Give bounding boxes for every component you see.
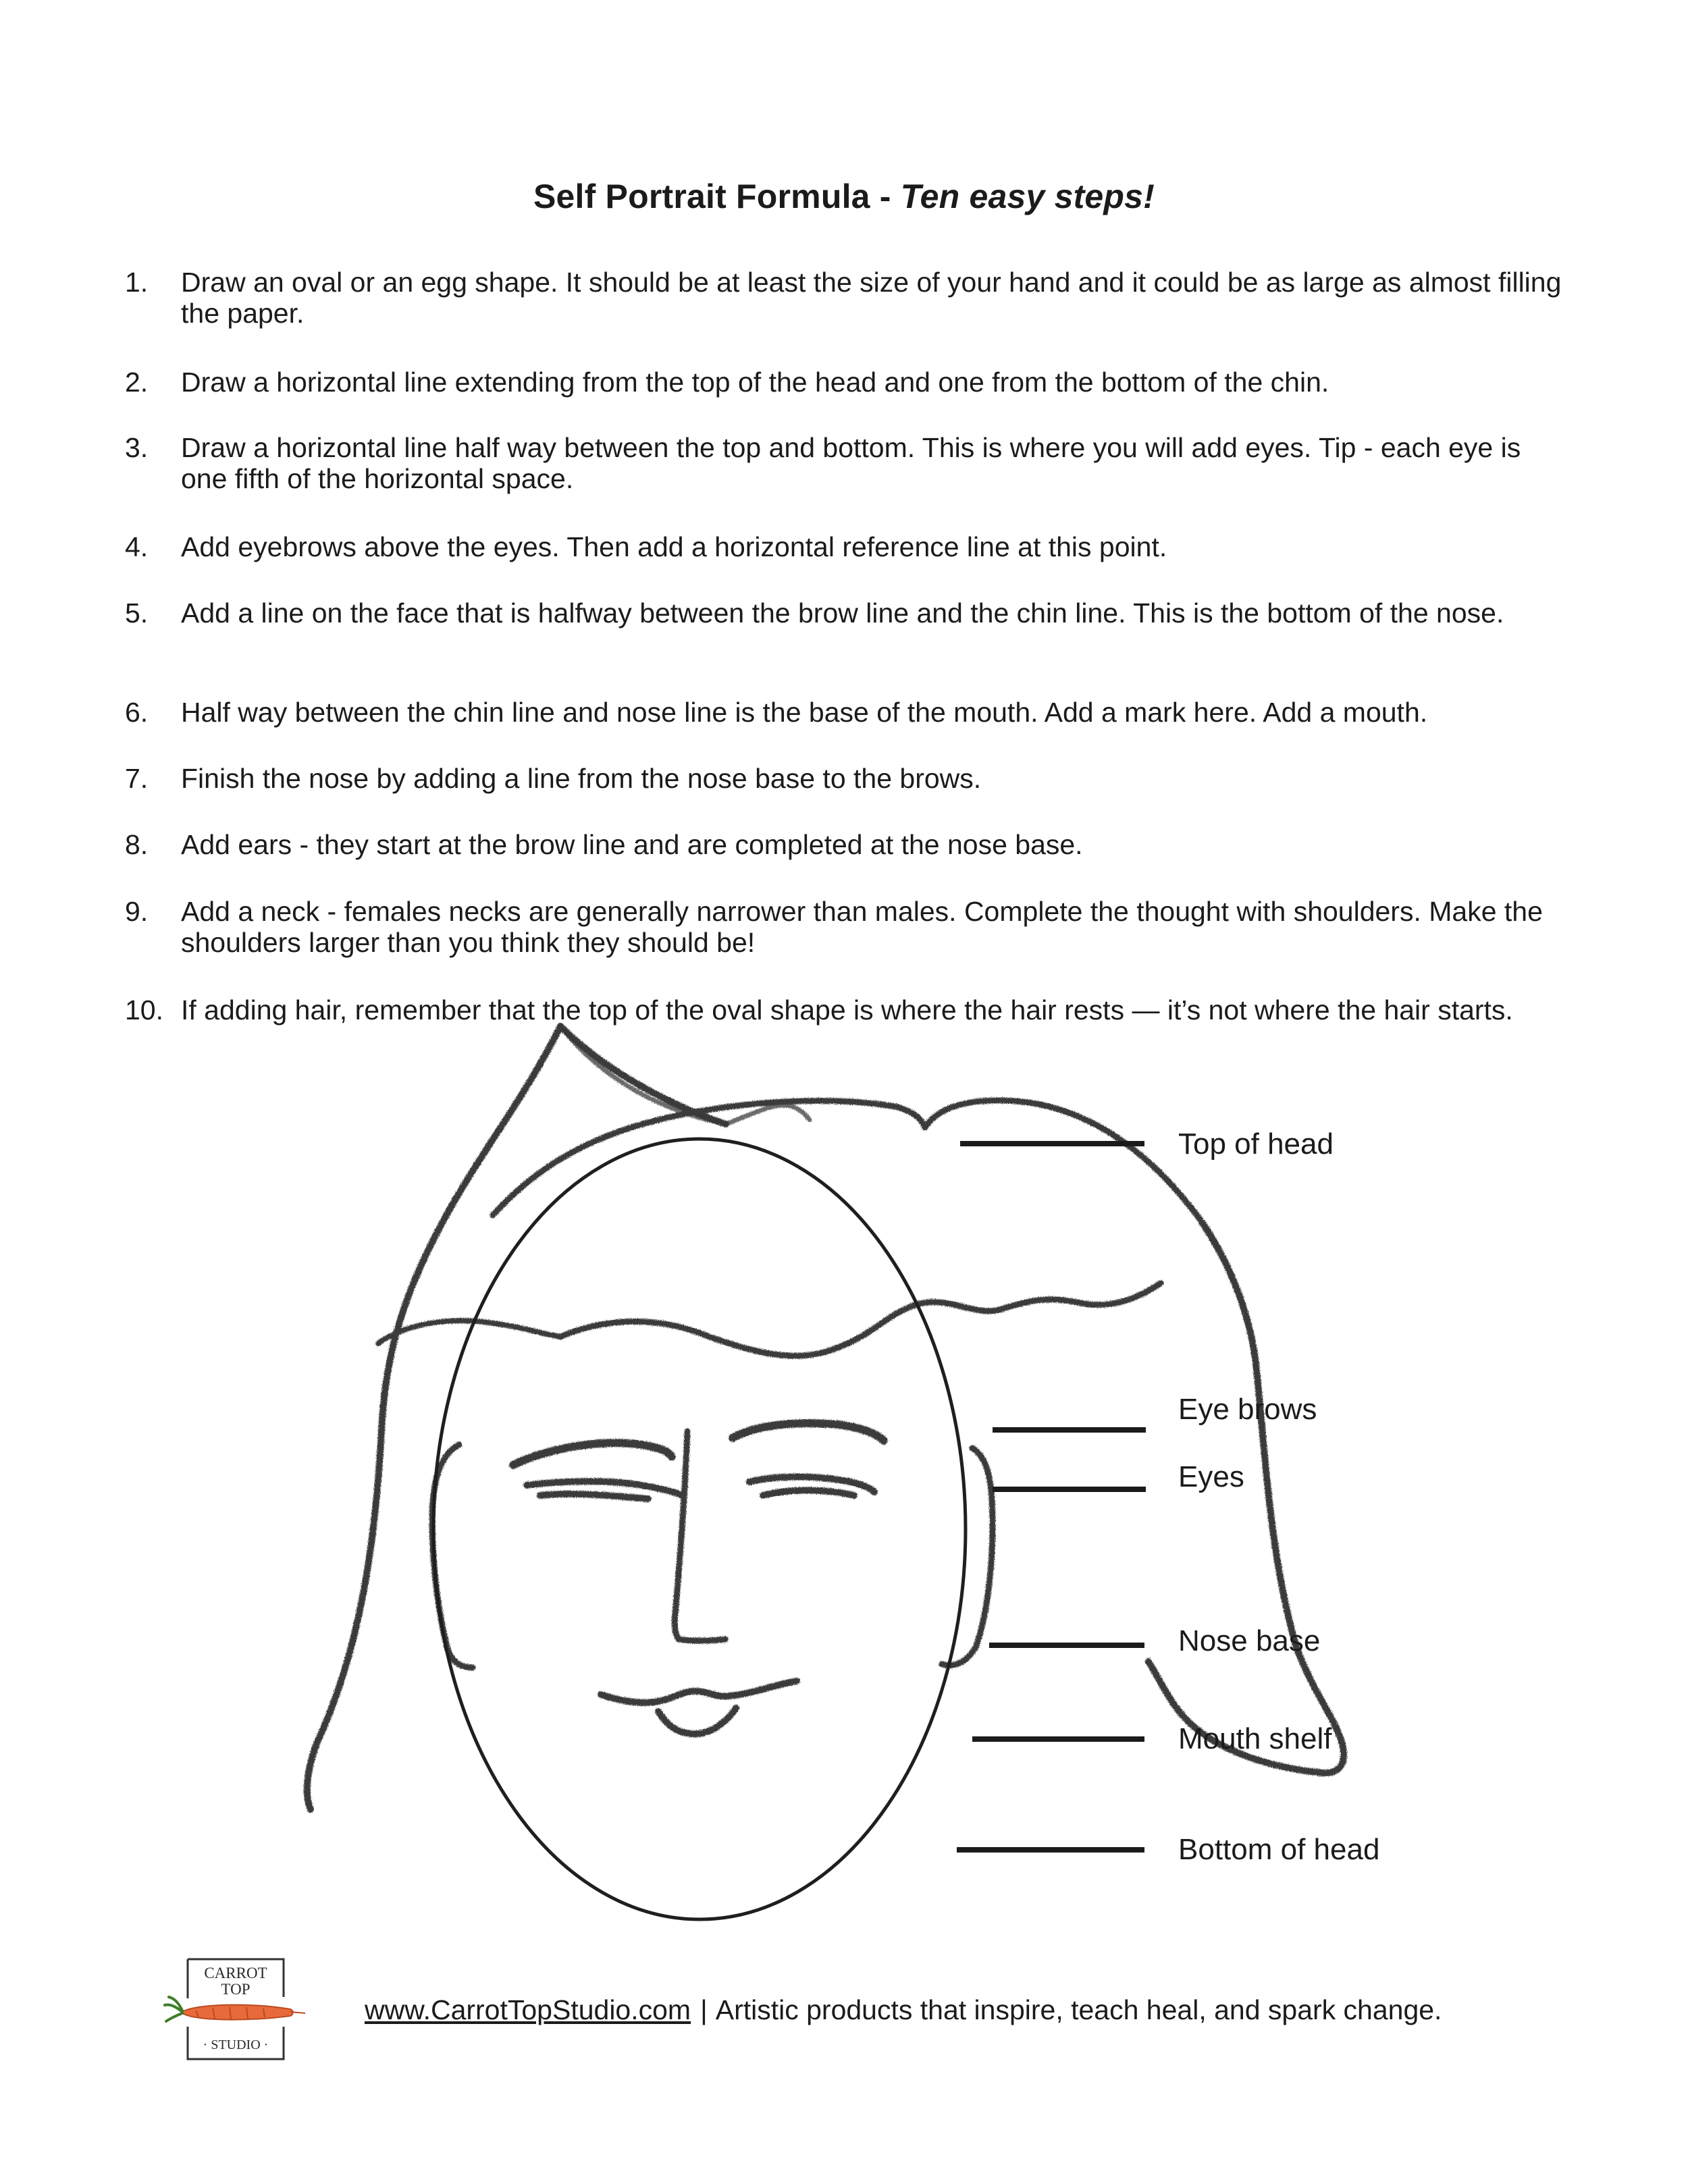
title-italic: Ten easy steps! bbox=[900, 178, 1155, 215]
step-text: Draw an oval or an egg shape. It should be at least the size of your hand and it could be as large as almost filling the paper. bbox=[181, 267, 1562, 329]
footer bbox=[365, 1993, 1442, 2027]
step-text: Add eyebrows above the eyes. Then add a horizontal reference line at this point. bbox=[181, 531, 1167, 562]
left-ear bbox=[432, 1445, 473, 1668]
label-nose-base: Nose base bbox=[1178, 1624, 1321, 1657]
step-text: Add a neck - females necks are generally narrower than males. Complete the thought with shoulders. Make the shoulders larger than you think they should be! bbox=[181, 896, 1543, 958]
step-number: 5. bbox=[125, 597, 149, 629]
step-number: 8. bbox=[125, 829, 149, 860]
step-number: 3. bbox=[125, 432, 149, 463]
label-mouth-shelf: Mouth shelf bbox=[1178, 1722, 1332, 1755]
website-link[interactable]: www.CarrotTopStudio.com bbox=[365, 1994, 691, 2025]
footer-separator: | bbox=[700, 1994, 708, 2025]
label-eye-brows: Eye brows bbox=[1178, 1393, 1317, 1426]
step-number: 7. bbox=[125, 763, 149, 794]
label-bottom-of-head: Bottom of head bbox=[1178, 1833, 1380, 1866]
step-number: 6. bbox=[125, 697, 149, 728]
carrot-top-studio-logo bbox=[155, 1951, 311, 2066]
step-text: Draw a horizontal line extending from the top of the head and one from the bottom of the chin. bbox=[181, 367, 1329, 398]
right-eye bbox=[749, 1477, 874, 1496]
hair-right bbox=[1148, 1222, 1344, 1773]
left-eyebrow bbox=[513, 1443, 672, 1465]
step-number: 10. bbox=[125, 994, 163, 1026]
logo-line-2: TOP bbox=[221, 1981, 250, 1998]
step-text: Half way between the chin line and nose line is the base of the mouth. Add a mark here. Add a mouth. bbox=[181, 697, 1428, 728]
head-oval bbox=[433, 1139, 966, 1919]
step-number: 1. bbox=[125, 267, 149, 298]
label-top-of-head: Top of head bbox=[1178, 1127, 1334, 1161]
right-eyebrow bbox=[733, 1423, 885, 1441]
step-text: Finish the nose by adding a line from the nose base to the brows. bbox=[181, 763, 982, 794]
step-number: 9. bbox=[125, 896, 149, 927]
label-eyes: Eyes bbox=[1178, 1460, 1244, 1493]
footer-tagline: Artistic products that inspire, teach heal, and spark change. bbox=[715, 1994, 1442, 2025]
hair-fringe bbox=[560, 1283, 1161, 1356]
right-ear bbox=[942, 1448, 993, 1666]
logo-line-3: · STUDIO · bbox=[203, 2037, 269, 2052]
step-number: 4. bbox=[125, 531, 149, 562]
mouth bbox=[601, 1681, 797, 1734]
title-main: Self Portrait Formula - bbox=[533, 178, 901, 215]
step-text: If adding hair, remember that the top of the oval shape is where the hair rests — it’s not where the hair starts. bbox=[181, 994, 1513, 1026]
nose bbox=[675, 1431, 726, 1641]
carrot-icon bbox=[165, 1997, 305, 2021]
step-text: Draw a horizontal line half way between the top and bottom. This is where you will add eyes. Tip - each eye is one fifth of the horizontal space. bbox=[181, 432, 1521, 494]
logo-line-1: CARROT bbox=[204, 1965, 267, 1981]
step-text: Add ears - they start at the brow line and are completed at the nose base. bbox=[181, 829, 1083, 860]
step-text: Add a line on the face that is halfway between the brow line and the chin line. This is the bottom of the nose. bbox=[181, 597, 1504, 629]
step-number: 2. bbox=[125, 367, 149, 398]
left-eye bbox=[527, 1481, 682, 1499]
